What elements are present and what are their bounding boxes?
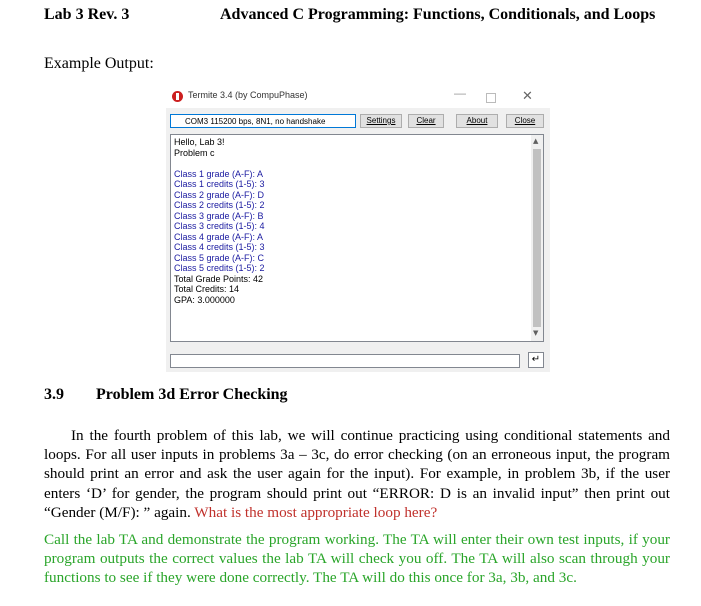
- terminal-lines: [174, 137, 265, 305]
- terminal-line: Class 2 credits (1-5): 2: [174, 200, 265, 210]
- about-button[interactable]: About: [456, 114, 498, 128]
- section-heading: [44, 386, 288, 404]
- terminal-line: Class 1 credits (1-5): 3: [174, 179, 265, 189]
- scroll-up-icon[interactable]: ▲: [533, 137, 539, 145]
- close-button[interactable]: Close: [506, 114, 544, 128]
- termite-window: [166, 86, 550, 372]
- terminal-line: GPA: 3.000000: [174, 294, 235, 305]
- terminal-line: Class 4 grade (A-F): A: [174, 231, 264, 242]
- scrollbar-thumb[interactable]: [533, 149, 541, 327]
- terminal-line: Class 3 grade (A-F): B: [174, 210, 264, 221]
- lab-revision: Lab 3 Rev. 3: [44, 6, 130, 23]
- document-title: Advanced C Programming: Functions, Conditionals, and Loops: [220, 6, 656, 23]
- terminal-line: Problem c: [174, 147, 215, 158]
- ta-checkoff-paragraph: Call the lab TA and demonstrate the program working. The TA will enter their own test inputs, if your program outputs the correct values the lab TA will check you off. The TA will also scan through your functions to see if they were done correctly. The TA will do this once for 3a, 3b, and 3c.: [44, 531, 670, 587]
- settings-button[interactable]: Settings: [360, 114, 402, 128]
- terminal-line: Hello, Lab 3!: [174, 137, 225, 147]
- enter-icon[interactable]: ↵: [528, 352, 544, 368]
- title-bar: [166, 86, 550, 108]
- section-number: 3.9: [44, 386, 64, 403]
- instructions-paragraph: [44, 426, 670, 522]
- connection-status-button[interactable]: COM3 115200 bps, 8N1, no handshake: [170, 114, 356, 128]
- scroll-down-icon[interactable]: ▼: [533, 329, 539, 337]
- terminal-output[interactable]: [170, 134, 544, 342]
- terminal-line: [174, 158, 265, 169]
- terminal-line: Total Grade Points: 42: [174, 273, 264, 284]
- minimize-icon[interactable]: —: [454, 86, 466, 100]
- terminal-line: Class 3 credits (1-5): 4: [174, 221, 265, 231]
- terminal-line: Class 1 grade (A-F): A: [174, 168, 264, 179]
- clear-button[interactable]: Clear: [408, 114, 444, 128]
- instructions-text: In the fourth problem of this lab, we will continue practicing using conditional statements and loops. For all user inputs in problems 3a – 3c, do error checking (on an erroneous input, the program should print an error and ask the user again for the input). For example, in problem 3b, if the user enters ‘D’ for gender, the program should print out “ERROR: D is an invalid input” then print out “Gender (M/F): ” again.: [44, 427, 670, 521]
- window-title: Termite 3.4 (by CompuPhase): [188, 90, 308, 100]
- send-input-field[interactable]: [170, 354, 520, 368]
- terminal-line: Class 5 credits (1-5): 2: [174, 263, 265, 273]
- terminal-line: Class 5 grade (A-F): C: [174, 252, 265, 263]
- terminal-line: Total Credits: 14: [174, 284, 240, 294]
- close-window-icon[interactable]: ✕: [522, 88, 533, 103]
- terminal-line: Class 4 credits (1-5): 3: [174, 242, 265, 252]
- maximize-icon[interactable]: [486, 93, 496, 103]
- example-output-label: Example Output:: [44, 55, 154, 72]
- toolbar: [166, 112, 550, 130]
- vertical-scrollbar[interactable]: [531, 135, 543, 341]
- section-title: Problem 3d Error Checking: [96, 386, 288, 403]
- loop-question: What is the most appropriate loop here?: [194, 503, 438, 521]
- termite-app-icon: [172, 91, 183, 102]
- terminal-line: Class 2 grade (A-F): D: [174, 189, 265, 200]
